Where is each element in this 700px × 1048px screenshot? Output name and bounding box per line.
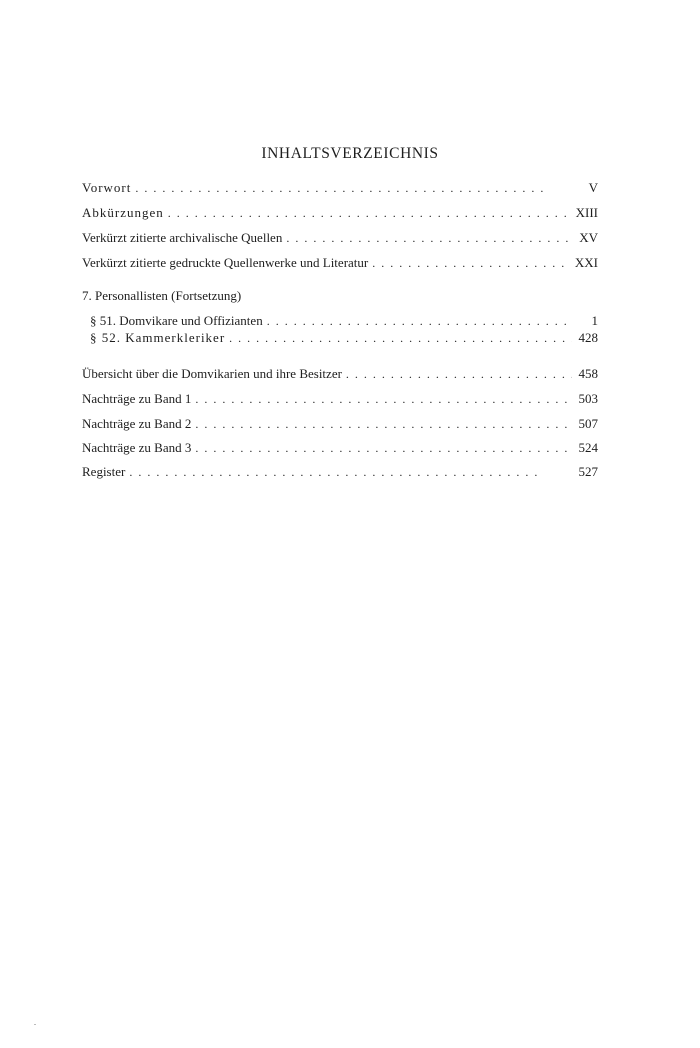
- dot-leader: [267, 313, 572, 329]
- scan-speck: [34, 1024, 36, 1025]
- toc-entry-label: Verkürzt zitierte archivalische Quellen: [82, 230, 283, 245]
- dot-leader: [229, 330, 572, 346]
- dot-leader: [135, 180, 572, 196]
- toc-entry-page: XV: [579, 230, 598, 245]
- toc-entry-nachtraege-band-2[interactable]: [82, 416, 598, 434]
- toc-entry-label: § 52. Kammerkleriker: [90, 330, 226, 345]
- toc-entry-page: 507: [578, 416, 598, 431]
- toc-entry-uebersicht[interactable]: [82, 366, 598, 384]
- toc-entry-nachtraege-band-3[interactable]: [82, 440, 598, 458]
- toc-entry-label: § 51. Domvikare und Offizianten: [90, 313, 263, 328]
- dot-leader: [168, 205, 570, 221]
- toc-entry-page: XIII: [575, 205, 598, 220]
- toc-entry-register[interactable]: [82, 464, 598, 482]
- toc-section-personallisten[interactable]: [82, 288, 598, 306]
- toc-entry-page: XXI: [574, 255, 598, 270]
- toc-entry-label: Nachträge zu Band 1: [82, 391, 192, 406]
- dot-leader: [195, 440, 572, 456]
- toc-entry-page: 458: [578, 366, 598, 381]
- dot-leader: [286, 230, 572, 246]
- toc-entry-label: Register: [82, 464, 126, 479]
- toc-entry-label: Nachträge zu Band 3: [82, 440, 192, 455]
- toc-entry-gedruckte-quellenwerke[interactable]: [82, 255, 598, 273]
- dot-leader: [129, 464, 572, 480]
- toc-entry-label: Vorwort: [82, 180, 132, 195]
- dot-leader: [195, 416, 572, 432]
- toc-entry-kammerkleriker[interactable]: [90, 330, 598, 348]
- toc-entry-page: 428: [578, 330, 598, 345]
- toc-entry-label: Nachträge zu Band 2: [82, 416, 192, 431]
- dot-leader: [195, 391, 572, 407]
- toc-entry-archivalische-quellen[interactable]: [82, 230, 598, 248]
- toc-entry-label: Übersicht über die Domvikarien und ihre Besitzer: [82, 366, 342, 381]
- toc-entry-label: 7. Personallisten (Fortsetzung): [82, 288, 242, 303]
- toc-entry-nachtraege-band-1[interactable]: [82, 391, 598, 409]
- toc-entry-label: Abkürzungen: [82, 205, 164, 220]
- toc-entry-abkuerzungen[interactable]: [82, 205, 598, 223]
- toc-entry-page: 527: [578, 464, 598, 479]
- dot-leader: [372, 255, 569, 271]
- toc-entry-page: 503: [578, 391, 598, 406]
- toc-entry-page: V: [588, 180, 598, 195]
- toc-entry-page: 524: [578, 440, 598, 455]
- page-title: INHALTSVERZEICHNIS: [261, 145, 439, 162]
- toc-entry-page: 1: [591, 313, 598, 328]
- toc-entry-domvikare[interactable]: [90, 313, 598, 331]
- toc-entry-label: Verkürzt zitierte gedruckte Quellenwerke und Literatur: [82, 255, 369, 270]
- dot-leader: [346, 366, 572, 382]
- toc-entry-vorwort[interactable]: [82, 180, 598, 198]
